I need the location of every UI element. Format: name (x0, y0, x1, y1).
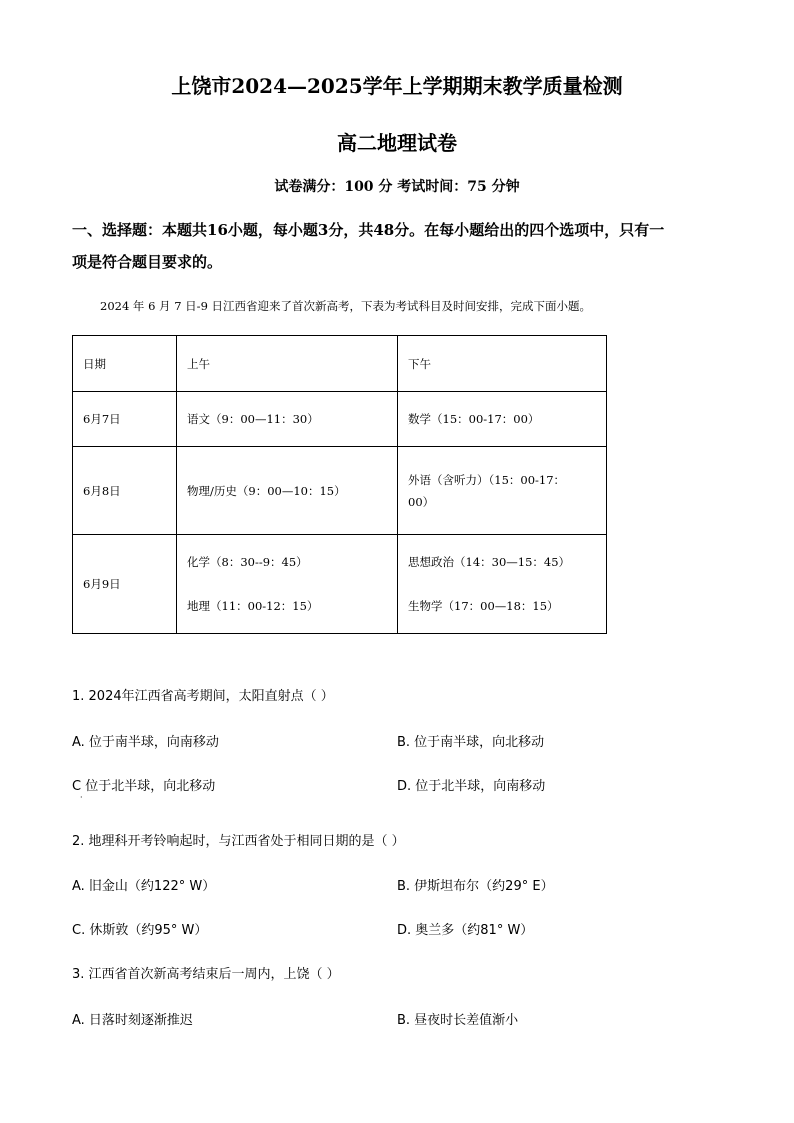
morning-subject: 物理/历史（9：00—10：15） (187, 483, 346, 498)
date-cell: 6月9日 (73, 535, 177, 634)
table-header-row (73, 336, 607, 392)
table-row (73, 392, 607, 447)
question-2-option-c[interactable]: C. 休斯敦（约95° W） (72, 923, 208, 938)
question-1-option-a[interactable]: A. 位于南半球，向南移动 (72, 735, 219, 750)
afternoon-cell (398, 392, 607, 447)
intro-text: 2024 年 6 月 7 日-9 日江西省迎来了首次新高考，下表为考试科目及时间安排，完成下面小题。 (100, 299, 592, 313)
question-1-option-c[interactable]: C 位于北半球，向北移动 (72, 779, 216, 794)
question-1-option-d[interactable]: D. 位于北半球，向南移动 (397, 779, 546, 794)
morning-subject: 语文（9：00—11：30） (187, 412, 319, 426)
question-1-stem: 1. 2024年江西省高考期间，太阳直射点（ ） (72, 689, 334, 704)
section-heading-line1: 一、选择题：本题共16小题，每小题3分，共48分。在每小题给出的四个选项中，只有一 (72, 221, 665, 239)
question-2-option-d[interactable]: D. 奥兰多（约81° W） (397, 923, 534, 938)
morning-subject: 化学（8：30--9：45） (187, 555, 308, 569)
table-row (73, 535, 607, 634)
afternoon-subject: 数学（15：00-17：00） (408, 412, 540, 426)
stray-dot: · (80, 793, 83, 802)
afternoon-subject: 生物学（17：00—18：15） (408, 599, 559, 613)
table-row (73, 447, 607, 535)
morning-cell (177, 392, 398, 447)
morning-subject: 地理（11：00-12：15） (187, 599, 319, 613)
question-3-option-b[interactable]: B. 昼夜时长差值渐小 (397, 1013, 519, 1028)
question-1-option-b[interactable]: B. 位于南半球，向北移动 (397, 735, 545, 750)
exam-meta: 试卷满分：100 分 考试时间：75 分钟 (274, 179, 520, 195)
date-cell: 6月8日 (73, 447, 177, 535)
question-2-stem: 2. 地理科开考铃响起时，与江西省处于相同日期的是（ ） (72, 834, 405, 849)
morning-cell (177, 535, 398, 634)
afternoon-subject: 思想政治（14：30—15：45） (408, 555, 571, 569)
exam-subtitle: 高二地理试卷 (337, 131, 457, 155)
header-cell-date: 日期 (73, 336, 177, 392)
question-2-option-a[interactable]: A. 旧金山（约122° W） (72, 879, 216, 894)
afternoon-subject-continued: 00） (408, 494, 435, 509)
afternoon-subject: 外语（含听力）（15：00-17： (408, 472, 566, 487)
afternoon-cell (398, 535, 607, 634)
section-heading-line2: 项是符合题目要求的。 (72, 253, 223, 271)
question-3-stem: 3. 江西省首次新高考结束后一周内，上饶（ ） (72, 967, 340, 982)
question-2-option-b[interactable]: B. 伊斯坦布尔（约29° E） (397, 879, 554, 894)
question-3-option-a[interactable]: A. 日落时刻逐渐推迟 (72, 1013, 193, 1028)
afternoon-cell (398, 447, 607, 535)
header-cell-morning: 上午 (177, 336, 398, 392)
header-cell-afternoon: 下午 (398, 336, 607, 392)
morning-cell (177, 447, 398, 535)
schedule-table (72, 335, 607, 634)
exam-title: 上饶市2024—2025学年上学期期末教学质量检测 (171, 74, 623, 98)
date-cell: 6月7日 (73, 392, 177, 447)
